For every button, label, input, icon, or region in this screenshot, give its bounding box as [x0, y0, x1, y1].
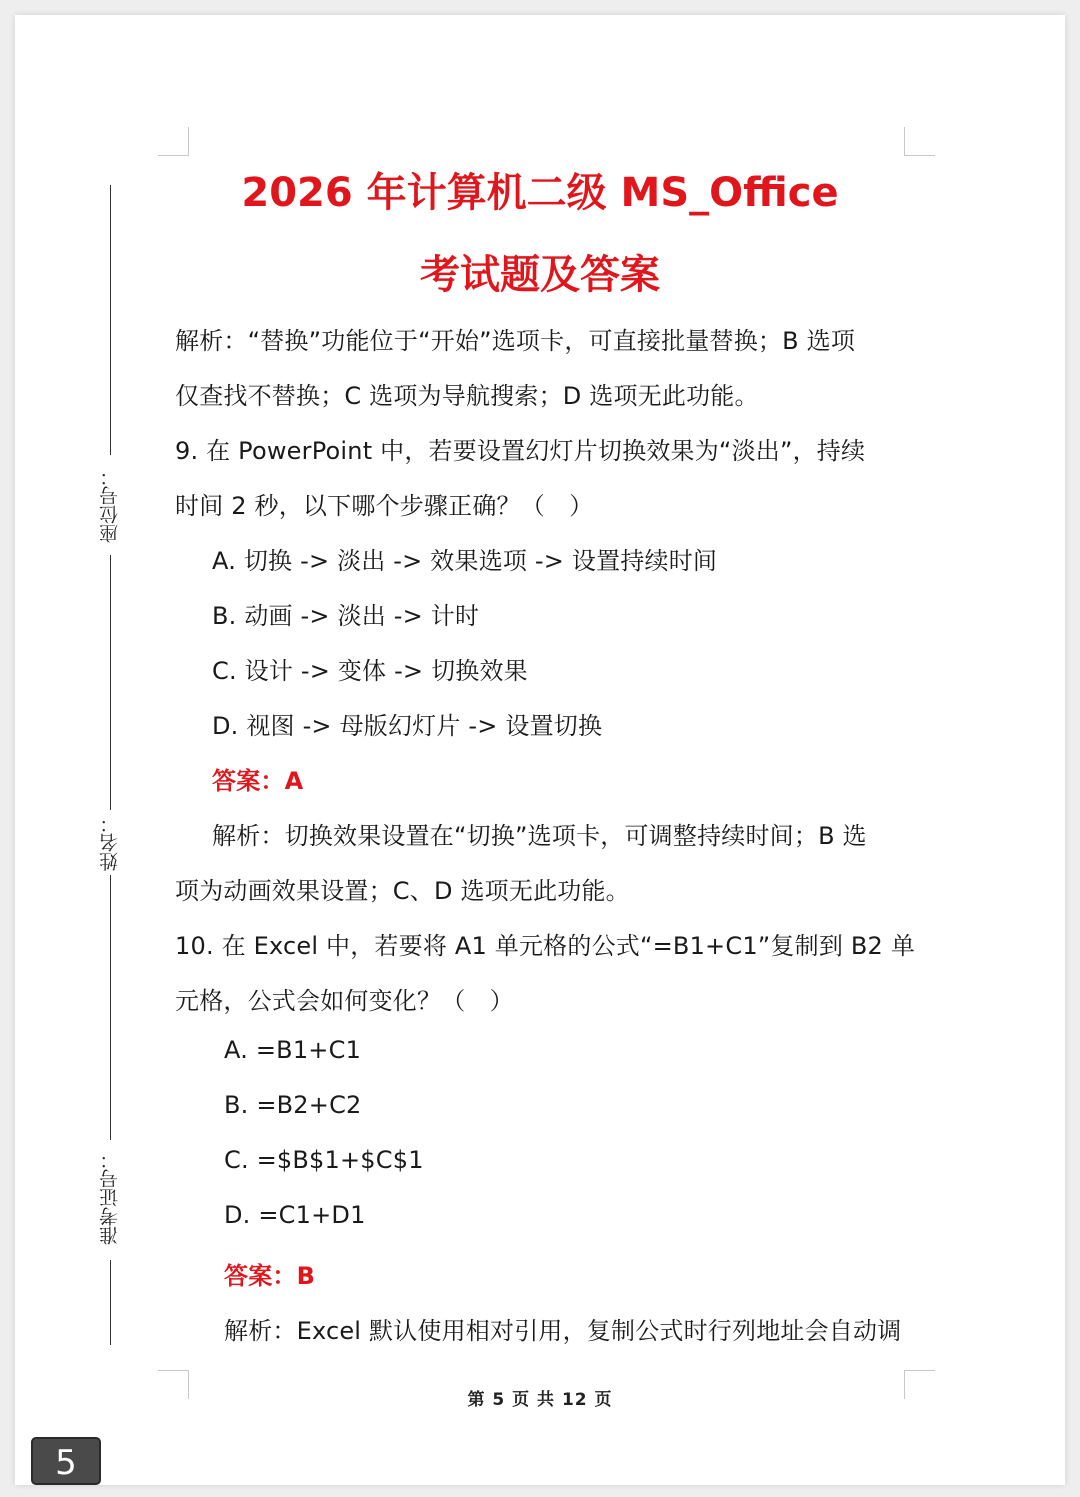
question-9-explanation: 解析：切换效果设置在“切换”选项卡，可调整持续时间；B 选 — [212, 822, 867, 850]
page-number-badge: 5 — [31, 1437, 101, 1485]
question-9-text: 时间 2 秒，以下哪个步骤正确？（ ） — [175, 492, 594, 520]
explanation-line: 仅查找不替换；C 选项为导航搜索；D 选项无此功能。 — [175, 382, 759, 410]
margin-line — [110, 185, 111, 455]
name-label: 姓名： — [99, 814, 121, 871]
question-9-option-a: A. 切换 -> 淡出 -> 效果选项 -> 设置持续时间 — [212, 547, 718, 575]
explanation-line: 解析：“替换”功能位于“开始”选项卡，可直接批量替换；B 选项 — [175, 327, 856, 355]
question-10-text: 10. 在 Excel 中，若要将 A1 单元格的公式“=B1+C1”复制到 B2 单 — [175, 932, 916, 960]
question-10-option-c: C. =$B$1+$C$1 — [224, 1146, 424, 1174]
question-10-answer: 答案：B — [224, 1262, 316, 1290]
document-page — [15, 15, 1065, 1485]
exam-id-label: 准考证号： — [99, 1150, 121, 1245]
crop-mark-top-left — [158, 127, 189, 156]
question-9-text: 9. 在 PowerPoint 中，若要设置幻灯片切换效果为“淡出”，持续 — [175, 437, 866, 465]
page-footer: 第 5 页 共 12 页 — [467, 1390, 613, 1410]
seat-number-label: 座位号： — [99, 467, 121, 543]
question-9-option-d: D. 视图 -> 母版幻灯片 -> 设置切换 — [212, 712, 603, 740]
question-9-explanation: 项为动画效果设置；C、D 选项无此功能。 — [175, 877, 630, 905]
question-9-option-c: C. 设计 -> 变体 -> 切换效果 — [212, 657, 528, 685]
question-10-option-d: D. =C1+D1 — [224, 1201, 366, 1229]
question-9-option-b: B. 动画 -> 淡出 -> 计时 — [212, 602, 480, 630]
document-title-line2: 考试题及答案 — [420, 252, 660, 298]
margin-line — [110, 1260, 111, 1345]
crop-mark-top-right — [904, 127, 935, 156]
question-9-answer: 答案：A — [212, 767, 304, 795]
document-title-line1: 2026 年计算机二级 MS_Office — [241, 170, 839, 216]
question-10-text: 元格，公式会如何变化？（ ） — [175, 987, 514, 1015]
margin-line — [110, 555, 111, 810]
question-10-option-b: B. =B2+C2 — [224, 1091, 362, 1119]
question-10-option-a: A. =B1+C1 — [224, 1036, 362, 1064]
question-10-explanation: 解析：Excel 默认使用相对引用，复制公式时行列地址会自动调 — [224, 1317, 902, 1345]
margin-line — [110, 875, 111, 1140]
